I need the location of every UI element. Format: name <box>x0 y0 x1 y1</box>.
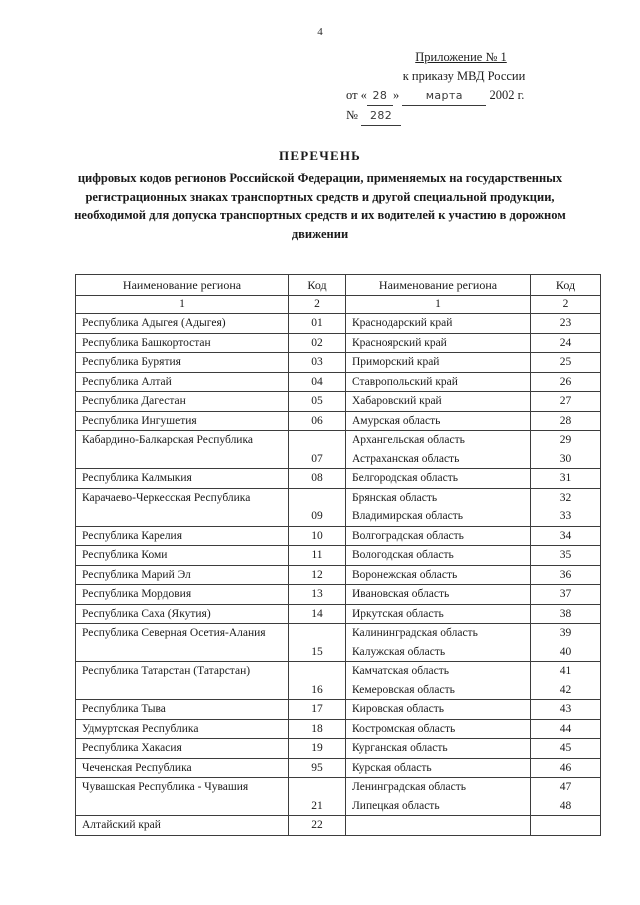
cell-code-right-line1: 47 <box>559 781 572 793</box>
table-row <box>76 585 601 605</box>
cell-code-left: 08 <box>289 469 346 489</box>
cell-code-left: 21 <box>289 778 346 816</box>
title-block <box>58 148 582 243</box>
cell-region-name-left: Республика Хакасия <box>76 739 289 759</box>
table-row <box>76 392 601 412</box>
cell-region-name-left: Чеченская Республика <box>76 758 289 778</box>
cell-code-right-line2: 48 <box>559 799 572 812</box>
cell-region-name-left: Республика Алтай <box>76 372 289 392</box>
cell-region-name-right-line2: Липецкая область <box>352 799 440 812</box>
table-header <box>76 275 601 314</box>
table-row <box>76 546 601 566</box>
colnum-3: 1 <box>346 296 531 314</box>
cell-region-name-right: Воронежская область <box>346 565 531 585</box>
cell-code-right-line1: 29 <box>559 434 572 446</box>
table-row <box>76 662 601 700</box>
table-row <box>76 411 601 431</box>
cell-code-left: 18 <box>289 719 346 739</box>
cell-region-name-left: Карачаево-Черкесская Республика <box>76 488 289 526</box>
approval-number-line <box>330 106 610 126</box>
cell-code-left: 04 <box>289 372 346 392</box>
cell-code-left: 12 <box>289 565 346 585</box>
cell-region-name-right <box>346 431 531 469</box>
cell-region-name-right: Белгородская область <box>346 469 531 489</box>
cell-code-right-line2: 30 <box>559 452 572 465</box>
cell-region-name-left: Республика Карелия <box>76 526 289 546</box>
cell-region-name-right-line2: Кемеровская область <box>352 683 455 696</box>
cell-code-left: 01 <box>289 314 346 334</box>
cell-code-right <box>531 624 601 662</box>
table-row <box>76 488 601 526</box>
cell-code-left: 06 <box>289 411 346 431</box>
cell-code-right-line2: 33 <box>559 510 572 522</box>
cell-region-name-left: Алтайский край <box>76 816 289 836</box>
cell-code-left: 15 <box>289 624 346 662</box>
header-region-name-right: Наименование региона <box>346 275 531 296</box>
colnum-4: 2 <box>531 296 601 314</box>
cell-code-right: 44 <box>531 719 601 739</box>
cell-code-right: 27 <box>531 392 601 412</box>
page-number: 4 <box>317 26 323 38</box>
cell-region-name-left: Удмуртская Республика <box>76 719 289 739</box>
cell-region-name-right-line2: Калужская область <box>352 645 446 658</box>
cell-code-right <box>531 662 601 700</box>
header-code-right: Код <box>531 275 601 296</box>
cell-region-name-right: Ставропольский край <box>346 372 531 392</box>
cell-code-left: 11 <box>289 546 346 566</box>
table-header-row <box>76 275 601 296</box>
cell-region-name-left: Республика Коми <box>76 546 289 566</box>
cell-region-name-left: Республика Калмыкия <box>76 469 289 489</box>
approval-block <box>330 48 610 126</box>
cell-code-left: 17 <box>289 700 346 720</box>
cell-code-right: 24 <box>531 333 601 353</box>
cell-code-right: 36 <box>531 565 601 585</box>
table-row <box>76 816 601 836</box>
cell-region-name-left: Чувашская Республика - Чувашия <box>76 778 289 816</box>
table-row <box>76 700 601 720</box>
cell-code-right: 26 <box>531 372 601 392</box>
cell-region-name-left: Республика Бурятия <box>76 353 289 373</box>
page-subtitle: цифровых кодов регионов Российской Федерации, применяемых на государственных регистрационных знаках транспортных средств и другой специальной продукции, необходимой для допуска транспортных средств и их водителей к участию в дорожном движении <box>74 171 566 241</box>
cell-code-right-line1: 41 <box>559 665 572 677</box>
cell-code-right: 43 <box>531 700 601 720</box>
cell-code-right-line1: 39 <box>559 627 572 639</box>
cell-code-right <box>531 488 601 526</box>
colnum-2: 2 <box>289 296 346 314</box>
table-row <box>76 372 601 392</box>
cell-code-left: 07 <box>289 431 346 469</box>
table-row <box>76 526 601 546</box>
cell-region-name-left: Республика Татарстан (Татарстан) <box>76 662 289 700</box>
cell-code-right: 46 <box>531 758 601 778</box>
table-row <box>76 739 601 759</box>
cell-code-right <box>531 778 601 816</box>
cell-region-name-left: Республика Башкортостан <box>76 333 289 353</box>
approval-date-line <box>330 86 610 106</box>
cell-region-name-right: Амурская область <box>346 411 531 431</box>
cell-region-name-left: Республика Ингушетия <box>76 411 289 431</box>
region-codes-table <box>75 274 601 836</box>
cell-region-name-right-line2: Астраханская область <box>352 452 460 465</box>
cell-code-left: 05 <box>289 392 346 412</box>
cell-code-left: 14 <box>289 604 346 624</box>
cell-code-left: 95 <box>289 758 346 778</box>
cell-code-left: 02 <box>289 333 346 353</box>
approval-appendix-text: Приложение № 1 <box>415 50 507 64</box>
cell-region-name-right: Вологодская область <box>346 546 531 566</box>
cell-region-name-right <box>346 662 531 700</box>
colnum-1: 1 <box>76 296 289 314</box>
cell-code-right: 28 <box>531 411 601 431</box>
cell-region-name-right-line2: Владимирская область <box>352 510 464 522</box>
cell-region-name-left: Республика Северная Осетия-Алания <box>76 624 289 662</box>
approval-number-prefix: № <box>346 108 358 122</box>
approval-date-prefix: от « <box>346 88 367 102</box>
cell-region-name-right: Приморский край <box>346 353 531 373</box>
cell-code-right <box>531 431 601 469</box>
cell-code-right-line2: 40 <box>559 645 572 658</box>
cell-region-name-right <box>346 778 531 816</box>
table-row <box>76 719 601 739</box>
header-code-left: Код <box>289 275 346 296</box>
cell-region-name-right: Краснодарский край <box>346 314 531 334</box>
approval-number-value: 282 <box>361 106 401 126</box>
table-row <box>76 469 601 489</box>
cell-region-name-right: Курганская область <box>346 739 531 759</box>
cell-code-right: 37 <box>531 585 601 605</box>
cell-code-left: 03 <box>289 353 346 373</box>
cell-code-right: 38 <box>531 604 601 624</box>
cell-code-left: 22 <box>289 816 346 836</box>
cell-code-left: 19 <box>289 739 346 759</box>
cell-region-name-right: Костромская область <box>346 719 531 739</box>
cell-code-left: 09 <box>289 488 346 526</box>
cell-region-name-right-line1: Брянская область <box>352 491 438 504</box>
cell-code-right: 31 <box>531 469 601 489</box>
cell-region-name-right: Иркутская область <box>346 604 531 624</box>
cell-code-left: 10 <box>289 526 346 546</box>
cell-region-name-right: Хабаровский край <box>346 392 531 412</box>
table-row <box>76 314 601 334</box>
cell-code-right-line2: 42 <box>559 683 572 696</box>
table-column-number-row <box>76 296 601 314</box>
table-row <box>76 431 601 469</box>
approval-date-mid: » <box>392 88 400 102</box>
cell-region-name-left: Республика Саха (Якутия) <box>76 604 289 624</box>
cell-region-name-right: Кировская область <box>346 700 531 720</box>
table-row <box>76 624 601 662</box>
cell-region-name-left: Республика Мордовия <box>76 585 289 605</box>
cell-code-right-line1: 32 <box>559 491 572 504</box>
cell-region-name-left: Республика Тыва <box>76 700 289 720</box>
cell-code-right: 25 <box>531 353 601 373</box>
cell-region-name-left: Республика Марий Эл <box>76 565 289 585</box>
approval-order-line: к приказу МВД России <box>402 69 526 83</box>
cell-region-name-right-line1: Калининградская область <box>352 627 478 639</box>
cell-code-right: 45 <box>531 739 601 759</box>
approval-appendix-line <box>330 48 610 67</box>
cell-region-name-right-line1: Камчатская область <box>352 665 449 677</box>
cell-region-name-left: Республика Адыгея (Адыгея) <box>76 314 289 334</box>
cell-region-name-right-line1: Ленинградская область <box>352 781 467 793</box>
table-body <box>76 314 601 836</box>
cell-region-name-right: Красноярский край <box>346 333 531 353</box>
approval-month-value: марта <box>402 86 486 106</box>
table-row <box>76 758 601 778</box>
cell-code-left: 16 <box>289 662 346 700</box>
page-title: ПЕРЕЧЕНЬ <box>279 148 361 163</box>
cell-region-name-right <box>346 624 531 662</box>
cell-region-name-right <box>346 488 531 526</box>
cell-region-name-left: Республика Дагестан <box>76 392 289 412</box>
cell-region-name-right: Волгоградская область <box>346 526 531 546</box>
table-row <box>76 353 601 373</box>
cell-code-right: 34 <box>531 526 601 546</box>
cell-code-right: 23 <box>531 314 601 334</box>
table-row <box>76 778 601 816</box>
table-row <box>76 604 601 624</box>
cell-region-name-right <box>346 816 531 836</box>
approval-year-value: 2002 г. <box>489 88 525 102</box>
cell-code-right <box>531 816 601 836</box>
table-row <box>76 565 601 585</box>
cell-code-left: 13 <box>289 585 346 605</box>
cell-region-name-right: Курская область <box>346 758 531 778</box>
header-region-name-left: Наименование региона <box>76 275 289 296</box>
cell-code-right: 35 <box>531 546 601 566</box>
table-row <box>76 333 601 353</box>
cell-region-name-right: Ивановская область <box>346 585 531 605</box>
cell-region-name-left: Кабардино-Балкарская Республика <box>76 431 289 469</box>
cell-region-name-right-line1: Архангельская область <box>352 434 465 446</box>
approval-day-value: 28 <box>367 86 393 106</box>
